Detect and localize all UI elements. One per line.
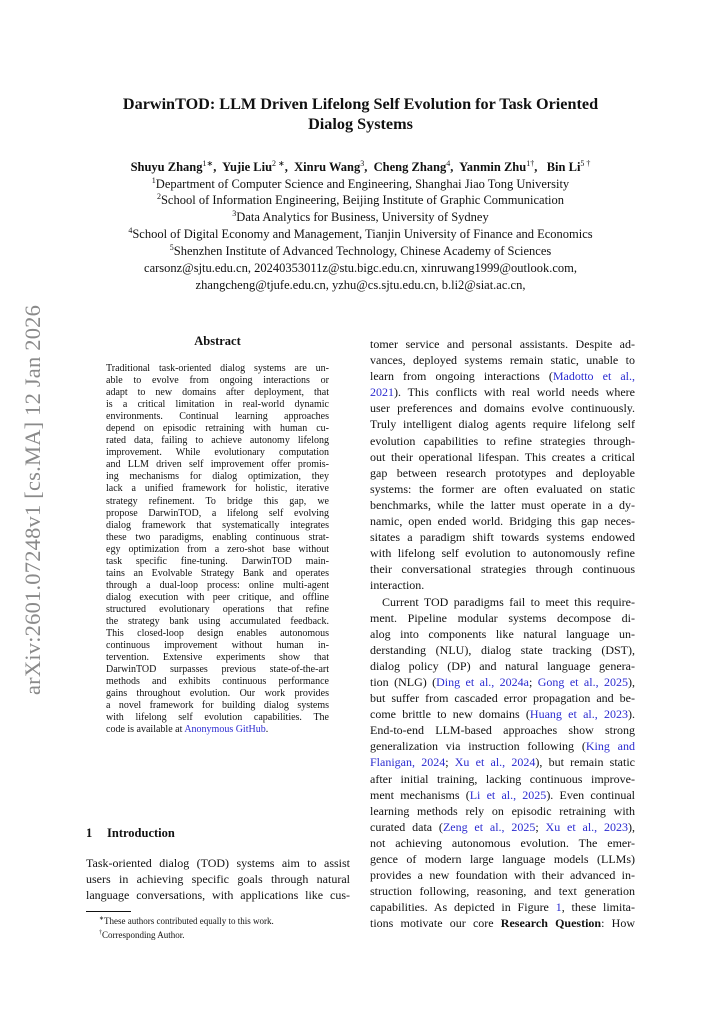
- abstract-line: lack a unified framework for holistic, iterative: [106, 483, 329, 495]
- body-line: Truly intelligent dialog agents require lifelong self: [370, 417, 635, 432]
- abstract-heading: Abstract: [194, 334, 241, 348]
- abstract-line: ing mechanisms for dialog optimization, they: [106, 471, 329, 483]
- abstract-line: adapt to new domains after deployment, that: [106, 387, 329, 399]
- title-line: DarwinTOD: LLM Driven Lifelong Self Evolution for Task Oriented: [122, 95, 599, 113]
- footnotes: [99, 913, 274, 941]
- affiliation: $^3$Data Analytics for Business, University of Sydney: [232, 209, 489, 225]
- abstract-line: rated data, failing to achieve autonomy lifelong: [106, 435, 329, 447]
- author: Xinru Wang$^3$: [294, 159, 365, 175]
- affiliation: $^5$Shenzhen Institute of Advanced Technology, Chinese Academy of Sciences: [169, 243, 552, 259]
- abstract-line: able to evolve from ongoing interactions or: [106, 375, 329, 387]
- abstract-line: the strategy bank using accumulated feedback.: [106, 615, 329, 627]
- author-emails: [40, 260, 681, 293]
- abstract-line: gains throughout evolution. Our work provides: [106, 688, 329, 700]
- body-line: struction following, reasoning, and text generation: [370, 884, 635, 899]
- abstract-line: through a dual-loop process: online multi-agent: [106, 579, 329, 591]
- body-line: tomer service and personal assistants. Despite ad-: [370, 337, 635, 351]
- citation-link[interactable]: Madotto et al.,: [552, 369, 636, 384]
- github-link[interactable]: Anonymous GitHub: [184, 724, 266, 736]
- abstract-line: tervention. Extensive experiments show that: [106, 652, 329, 664]
- citation-link[interactable]: Gong et al., 2025: [537, 674, 628, 689]
- body-line: vances, deployed systems remain static, unable to: [370, 353, 635, 368]
- footnote: ∗These authors contributed equally to this work.: [99, 916, 274, 926]
- body-line: come brittle to new domains (Huang et al., 2023).: [370, 707, 636, 722]
- body-line: learn from ongoing interactions (Madotto et al.,: [370, 369, 636, 384]
- abstract-line: Traditional task-oriented dialog systems are un-: [106, 363, 329, 374]
- body-line: curated data (Zeng et al., 2025; Xu et al., 2023),: [370, 819, 635, 834]
- citation-link[interactable]: Xu et al., 2024: [454, 755, 536, 770]
- body-line: ment mechanisms (Li et al., 2025). Even continual: [370, 787, 636, 802]
- body-line: interaction.: [370, 578, 425, 593]
- body-line: systems: the former are often evaluated on static: [370, 481, 635, 496]
- abstract-line: and LLM driven self improvement offer promis-: [106, 459, 329, 471]
- abstract-line: these two paradigms, enabling continuous strat-: [106, 531, 329, 543]
- body-line: generalization via instruction following (King and: [370, 739, 635, 754]
- citation-link[interactable]: King and: [585, 739, 635, 754]
- author-list: Shuyu Zhang$^{1∗}$, Yujie Liu$^{2 ∗}$, Xinru Wang$^3$, Cheng Zhang$^4$, Yanmin Zhu$^{1\dagger}$, Bin $Li^{5 \dagger}$: [130, 159, 591, 175]
- email-line: carsonz@sjtu.edu.cn, 20240353011z@stu.bigc.edu.cn, xinruwang1999@outlook.com,: [144, 261, 577, 275]
- citation-link[interactable]: Zeng et al., 2025: [442, 819, 536, 834]
- intro-paragraph: [86, 855, 350, 904]
- abstract-line: structured evolutionary operations that refine: [106, 603, 329, 615]
- body-line: not achieving autonomous evolution. The emer-: [370, 835, 635, 850]
- paper-title: [80, 94, 641, 134]
- abstract-line: This closed-loop design enables autonomous: [106, 628, 329, 640]
- body-line: Current TOD paradigms fail to meet this require-: [382, 594, 635, 609]
- abstract-line: is a critical limitation in real-world dynamic: [106, 399, 329, 411]
- body-line: Flanigan, 2024; Xu et al., 2024), but remain static: [370, 755, 635, 770]
- body-line: tions motivate our core Research Question: How: [370, 916, 635, 931]
- intro-line: users in achieving specific goals through natural: [86, 872, 350, 887]
- body-line: End-to-end LLM-based approaches show strong: [370, 723, 635, 738]
- body-line: namic, open ended world. Bridging this gap neces-: [370, 514, 635, 529]
- citation-link[interactable]: Ding et al., 2024a: [436, 674, 530, 689]
- abstract-line: propose DarwinTOD, a lifelong self evolving: [106, 507, 329, 519]
- body-line: learning methods rely on episodic retraining with: [370, 803, 635, 818]
- arxiv-identifier: arXiv:2601.07248v1 [cs.MA] 12 Jan 2026: [20, 304, 45, 695]
- body-line: their conversational strategies through continuous: [370, 562, 635, 577]
- citation-link[interactable]: 2021: [370, 385, 394, 400]
- abstract-line: DarwinTOD surpasses previous state-of-the-art: [106, 664, 329, 676]
- author: Yanmin Zhu$^{1\dagger}$: [459, 159, 535, 175]
- body-line: out their operational lifespan. This creates a critical: [370, 449, 635, 464]
- affiliation: $^2$School of Information Engineering, Beijing Institute of Graphic Communication: [156, 192, 565, 208]
- body-line: sitates a paradigm shift towards systems endowed: [370, 530, 635, 545]
- body-line: 2021). This conflicts with real world needs where: [370, 385, 635, 400]
- footnote: †Corresponding Author.: [99, 930, 185, 940]
- body-line: after initial training, lacking continuous improve-: [370, 771, 635, 786]
- citation-link[interactable]: Flanigan, 2024: [370, 755, 446, 770]
- body-line: evolution capabilities to refine strategies through-: [370, 433, 635, 448]
- affiliation: $^4$School of Digital Economy and Management, Tianjin University of Finance and Economics: [128, 226, 593, 242]
- title-line: Dialog Systems: [308, 115, 413, 133]
- abstract-line: a novel framework for building dialog systems: [106, 700, 329, 712]
- right-column: [370, 336, 635, 931]
- abstract-line: egy optimization from a zero-shot base without: [106, 543, 329, 555]
- intro-line: language conversations, with applications like cus-: [86, 888, 350, 903]
- body-line: tion (NLG) (Ding et al., 2024a; Gong et al., 2025),: [370, 674, 635, 689]
- abstract-line: code is available at Anonymous GitHub.: [106, 724, 269, 736]
- body-line: alog into components like natural language un-: [370, 626, 635, 641]
- author: Shuyu Zhang$^{1∗}$: [130, 159, 214, 175]
- abstract-body: [106, 363, 329, 736]
- author: Bin $Li^{5 \dagger}$: [546, 159, 591, 175]
- citation-link[interactable]: Li et al., 2025: [469, 787, 547, 802]
- abstract-line: methods and exhibits continuous performance: [106, 676, 329, 688]
- body-line: derstanding (NLU), dialog state tracking (DST),: [370, 642, 635, 657]
- abstract-line: environments. Continual learning approaches: [106, 411, 329, 423]
- abstract-line: improvement. While evolutionary computation: [106, 447, 329, 459]
- citation-link[interactable]: Huang et al., 2023: [529, 707, 629, 722]
- figure-link[interactable]: 1: [555, 900, 562, 915]
- body-line: provides a new foundation with their advanced in-: [370, 868, 635, 883]
- abstract-line: continuous improvement without human in-: [106, 640, 329, 652]
- body-line: benchmarks, while the latter must operate in a dy-: [370, 497, 635, 512]
- abstract-line: task specific fine-tuning. DarwinTOD main-: [106, 555, 329, 567]
- body-line: gence of modern large language models (LLMs): [370, 852, 635, 866]
- citation-link[interactable]: Xu et al., 2023: [545, 819, 628, 834]
- abstract-line: strategy refinement. To bridge this gap, we: [106, 495, 329, 507]
- body-line: but suffer from cascaded error propagation and be-: [370, 691, 635, 706]
- author: Cheng Zhang$^4$: [373, 159, 451, 175]
- body-line: ment. Pipeline modular systems decompose di-: [370, 610, 635, 625]
- author: Yujie Liu$^{2 ∗}$: [222, 159, 285, 175]
- body-line: user preferences and domains evolve continuously.: [370, 401, 635, 416]
- abstract-line: dialog framework that systematically integrates: [106, 519, 329, 531]
- body-line: with lifelong self evolution to autonomously refine: [370, 546, 635, 561]
- abstract-line: with lifelong self evolution capabilities. The: [106, 712, 329, 724]
- section-heading: 1 Introduction: [86, 826, 175, 840]
- email-line: zhangcheng@tjufe.edu.cn, yzhu@cs.sjtu.edu.cn, b.li2@siat.ac.cn,: [195, 277, 526, 292]
- body-line: gap between research prototypes and deployable: [370, 465, 635, 480]
- affiliation: $^1$Department of Computer Science and Engineering, Shanghai Jiao Tong University: [151, 176, 570, 192]
- body-line: capabilities. As depicted in Figure 1, these limita-: [370, 900, 635, 915]
- intro-line: Task-oriented dialog (TOD) systems aim to assist: [86, 856, 350, 870]
- abstract-line: tains an Evolvable Strategy Bank and operates: [106, 567, 329, 579]
- abstract-line: depend on episodic retraining with human cu-: [106, 423, 329, 435]
- body-line: dialog policy (DP) and natural language genera-: [370, 658, 635, 673]
- abstract-line: dialog execution with peer critique, and offline: [106, 591, 329, 603]
- footnote-rule: [86, 911, 131, 912]
